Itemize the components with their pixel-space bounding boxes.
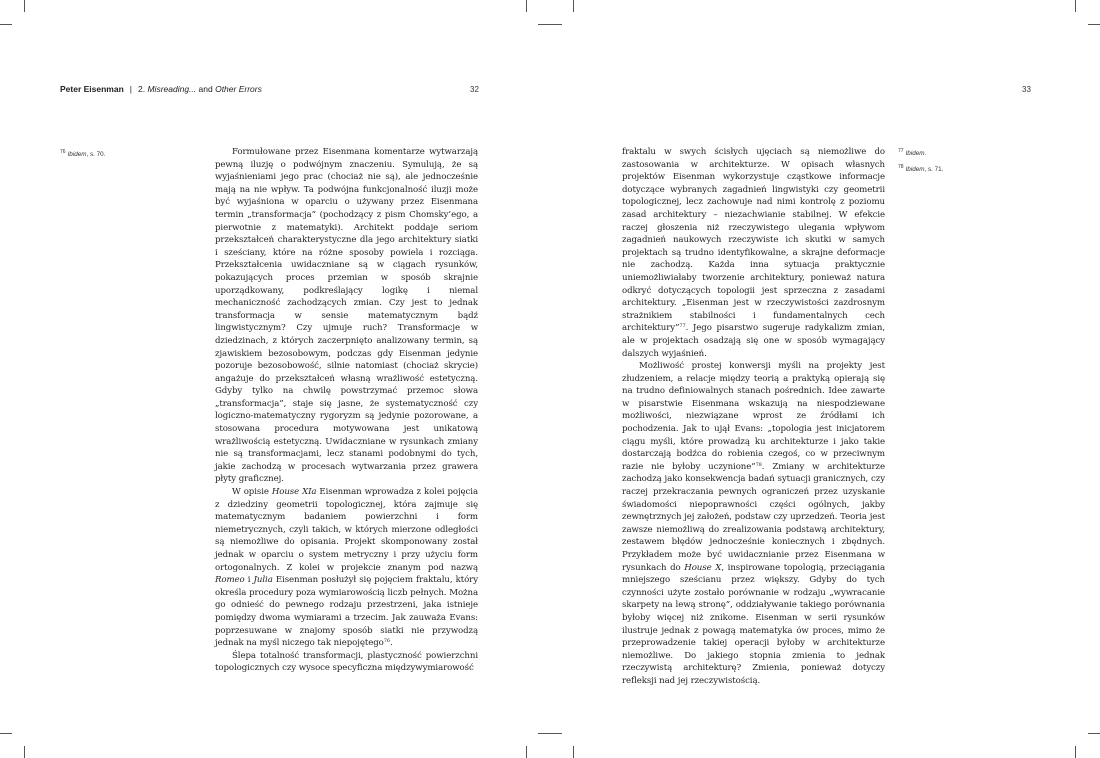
body-text-left bbox=[215, 146, 478, 675]
footnote-ref: , s. 71. bbox=[924, 166, 944, 173]
crop-mark bbox=[1088, 733, 1100, 734]
text-run: , inspirowane topologią, przeciągania mniejszego sześcianu przez większy. Gdyby do tych czynności użyte zostało porównanie w rodzaju „wywracanie skarpety na lewą stronę”, oddziaływanie takiego porównania byłoby więcej niż znikome. Eisenman w serii rysunków ilustruje jednak z powagą matematyka ów proces, mimo że przeprowadzenie takiej operacji byłoby w architekturze niemożliwe. Do jakiego stopnia zmienia to jednak rzeczywistą architekturę? Zmienia, ponieważ dotyczy refleksji nad jej rzeczywistością. bbox=[622, 562, 885, 686]
footnote-ref-mark: 76 bbox=[383, 638, 390, 645]
page-number-left: 32 bbox=[470, 85, 479, 94]
crop-mark bbox=[573, 746, 574, 758]
crop-mark bbox=[24, 746, 25, 758]
footnote-number: 76 bbox=[60, 149, 66, 155]
footnote-ref: . bbox=[924, 150, 927, 157]
crop-mark bbox=[526, 746, 527, 758]
header-chapter-number: 2. bbox=[138, 84, 146, 94]
page-number-right: 33 bbox=[1022, 85, 1031, 94]
paragraph: Ślepa totalność transformacji, plastyczność powierzchni topologicznych czy wysoce specyficzna międzywymiarowość bbox=[215, 650, 478, 674]
crop-mark bbox=[538, 24, 562, 25]
crop-mark bbox=[526, 0, 527, 12]
text-run: Eisenman wprowadza z kolei pojęcia z dziedziny geometrii topologicznej, która zajmuje się matematycznym badaniem powierzchni i form niemetrycznych, czyli takich, w których mierzone odległości są niemożliwe do opisania. Projekt skomponowany został jednak w oparciu o system metryczny i przy użyciu form ortogonalnych. Z kolei w projekcie znanym pod nazwą bbox=[215, 487, 478, 573]
crop-mark bbox=[1075, 746, 1076, 758]
footnote-ref-mark: 77 bbox=[679, 323, 686, 330]
crop-mark bbox=[538, 733, 562, 734]
body-text-right bbox=[622, 146, 885, 688]
emphasis: House X bbox=[684, 562, 722, 573]
text-run: . Jego pisarstwo sugeruje radykalizm zmian, ale w projektach osadzają się one w sposób wymagający dalszych wyjaśnień. bbox=[622, 323, 885, 359]
running-header bbox=[60, 84, 262, 94]
paragraph bbox=[622, 146, 885, 360]
text-run: i bbox=[244, 575, 254, 586]
footnote-text: Ibidem bbox=[905, 150, 925, 157]
footnote-ref: , s. 70. bbox=[86, 151, 106, 158]
paragraph bbox=[622, 360, 885, 687]
emphasis: Julia bbox=[253, 575, 273, 586]
emphasis: House XIa bbox=[271, 487, 317, 498]
crop-mark bbox=[573, 0, 574, 12]
header-chapter-title-2: Other Errors bbox=[215, 84, 262, 94]
footnote-number: 77 bbox=[898, 148, 904, 154]
text-run: . bbox=[389, 638, 393, 649]
footnote bbox=[898, 164, 943, 173]
header-chapter-and: and bbox=[198, 84, 213, 94]
text-run: . Zmiany w architekturze zachodzą jako konsekwencja badań sytuacji granicznych, czy raczej przekraczania pewnych ograniczeń przez uzyskanie świadomości niepoprawności części ogólnych, jakby zewnętrznych jej założeń, podstaw czy uprzedzeń. Teoria jest zawsze niemożliwą do zrealizowania podstawą architektury, zestawem błędów jednocześnie koniecznych i zbędnych. Przykładem może być uwidacznianie przez Eisenmana w rysunkach do bbox=[622, 461, 886, 573]
crop-mark bbox=[0, 24, 12, 25]
footnote-number: 78 bbox=[898, 164, 904, 170]
header-separator: | bbox=[129, 84, 132, 94]
footnote bbox=[898, 148, 926, 157]
footnote bbox=[60, 149, 105, 158]
crop-mark bbox=[0, 733, 12, 734]
crop-mark bbox=[1088, 24, 1100, 25]
text-run: W opisie bbox=[232, 487, 272, 498]
header-chapter-title: Misreading... bbox=[147, 84, 197, 94]
crop-mark bbox=[1075, 0, 1076, 12]
text-run: Eisenman posłużył się pojęciem fraktalu, który określa procedury poza wymiarowością liczb pełnych. Można go odnieść do pewnego rodzaju przestrzeni, jaka istnieje pomiędzy dwoma wymiarami a trzecim. Jak zauważa Evans: poprzesuwane w znajomy sposób siatki nie przywodzą jednak na myśl niczego tak niepojętego bbox=[215, 575, 478, 649]
footnote-ref-mark: 78 bbox=[755, 461, 762, 468]
emphasis: Romeo bbox=[215, 575, 245, 586]
paragraph bbox=[215, 486, 478, 650]
header-author: Peter Eisenman bbox=[60, 84, 124, 94]
paragraph: Formułowane przez Eisenmana komentarze wytwarzają pewną iluzję o podwójnym znaczeniu. Symulują, że są wyjaśnieniami jego prac (chociaż nie są), ale jednocześnie mają na nie wpływ. Ta podwójna funkcjonalność iluzji może być wyjaśniona w oparciu o używany przez Eisenmana termin „transformacja” (pochodzący z pism Chomsky’ego, a pierwotnie z matematyki). Architekt poddaje seriom przekształceń charakterystyczne dla jego architektury siatki i sześciany, które na różne sposoby powiela i rozciąga. Przekształcenia uwidaczniane są w ciągach rysunków, pokazujących proces przemian w sposób skrajnie uporządkowany, podkreślający logikę i niemal mechaniczność zachodzących zmian. Czy jest to jednak transformacja w sensie matematycznym bądź lingwistycznym? Czy ujmuje ruch? Transformacje w dziedzinach, z których zaczerpnięto analizowany termin, są zjawiskiem bezosobowym, podczas gdy Eisenman jedynie pozoruje bezosobowość, silnie natomiast (chociaż skrycie) angażuje do przekształceń własną wrażliwość estetyczną. Gdyby tylko na chwilę powstrzymać przemoc słowa „transformacja”, staje się jasne, że systematyczność czy logiczno-matematyczny rygoryzm są jedynie pozorowane, a stosowana procedura motywowana jest unikatową wrażliwością estetyczną. Uwidaczniane w rysunkach zmiany nie są transformacjami, lecz stanami podobnymi do tych, jakie zachodzą w procesach wytwarzania przez grawera płyty graficznej. bbox=[215, 147, 478, 485]
text-run: fraktalu w swych ścisłych ujęciach są niemożliwe do zastosowania w architekturze. W opisach własnych projektów Eisenman wykorzystuje cząstkowe informacje dotyczące wybranych zagadnień lingwistyki czy geometrii topologicznej, lecz zachowuje nad nimi kontrolę z poziomu zasad architektury – niezachwianie stabilnej. W efekcie raczej głoszenia niż rzeczywistego ulegania wpływom zagadnień naukowych rzeczywiste ich skutki w samych projektach są trudno identyfikowalne, a skrajne deformacje nie zachodzą. Każda inna sytuacja praktycznie uniemożliwiałaby tworzenie architektury, ponieważ natura odkryć dotyczących topologii jest sprzeczna z zasadami architektury. „Eisenman jest w rzeczywistości zazdrosnym strażnikiem stabilności i fundamentalnych cech architektury” bbox=[622, 147, 885, 334]
footnote-text: Ibidem bbox=[67, 151, 87, 158]
crop-mark bbox=[24, 0, 25, 12]
footnote-text: Ibidem bbox=[905, 166, 925, 173]
text-run: Możliwość prostej konwersji myśli na projekty jest złudzeniem, a relacje między teorią a praktyką opierają się na trudno definiowalnych stanach pośrednich. Idee zawarte w pisarstwie Eisenmana wskazują na niespodziewane możliwości, niezwiązane wprost ze źródłami ich pochodzenia. Jak to ujął Evans: „topologia jest inicjatorem ciągu myśli, które prowadzą ku architekturze i jako takie dostarczają bodźca do robienia czegoś, co w przeciwnym razie nie byłoby uczynione” bbox=[622, 361, 885, 472]
